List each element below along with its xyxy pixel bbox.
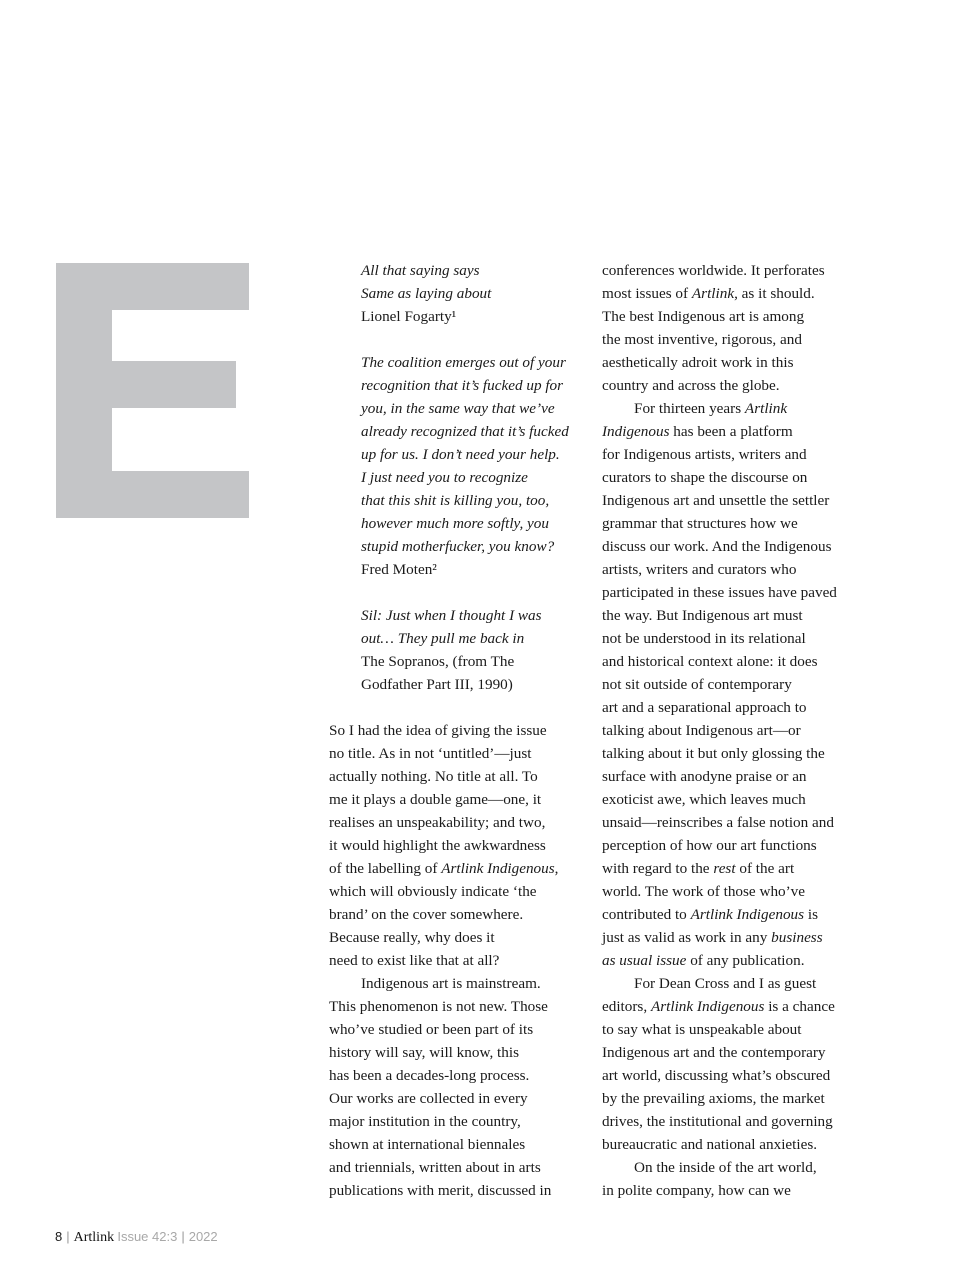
epigraph-line: you, in the same way that we’ve <box>361 400 555 417</box>
body-paragraph <box>329 972 585 1202</box>
text-line: On the inside of the art world, <box>634 1159 817 1176</box>
italic-title: rest <box>713 860 736 877</box>
epigraph-attribution: Godfather Part III, 1990) <box>361 676 513 693</box>
text-line: This phenomenon is not new. Those <box>329 998 548 1015</box>
text-line: Indigenous art and unsettle the settler <box>602 492 830 509</box>
italic-title: Artlink Indigenous <box>690 906 805 923</box>
text-line: by the prevailing axioms, the market <box>602 1090 825 1107</box>
text-line: country and across the globe. <box>602 377 780 394</box>
text-line: exoticist awe, which leaves much <box>602 791 806 808</box>
issue-number: Issue 42:3 <box>117 1229 178 1244</box>
epigraph-line: up for us. I don’t need your help. <box>361 446 560 463</box>
drop-cap-e <box>56 263 249 518</box>
text-line: most issues of Artlink, as it should. <box>602 285 815 302</box>
text-line: just as valid as work in any business <box>602 929 823 946</box>
text-line: art world, discussing what’s obscured <box>602 1067 831 1084</box>
italic-title: business <box>771 929 823 946</box>
text-line: Indigenous has been a platform <box>602 423 793 440</box>
text-line: who’ve studied or been part of its <box>329 1021 534 1038</box>
epigraph-line: Sil: Just when I thought I was <box>361 607 542 624</box>
text-line: surface with anodyne praise or an <box>602 768 807 785</box>
magazine-name: Artlink <box>73 1230 115 1245</box>
epigraph-line: that this shit is killing you, too, <box>361 492 550 509</box>
text-line: The best Indigenous art is among <box>602 308 805 325</box>
text-line: actually nothing. No title at all. To <box>329 768 538 785</box>
text-line: as usual issue of any publication. <box>602 952 805 969</box>
text-line: Our works are collected in every <box>329 1090 528 1107</box>
text-line: bureaucratic and national anxieties. <box>602 1136 818 1153</box>
epigraph-line: recognition that it’s fucked up for <box>361 377 564 394</box>
text-line: which will obviously indicate ‘the <box>329 883 537 900</box>
epigraph-fogarty <box>329 259 585 328</box>
right-column <box>602 259 852 1202</box>
text-line: conferences worldwide. It perforates <box>602 262 825 279</box>
text-line: aesthetically adroit work in this <box>602 354 794 371</box>
italic-title: Artlink <box>744 400 788 417</box>
epigraph-line: All that saying says <box>361 262 480 279</box>
text-line: not be understood in its relational <box>602 630 806 647</box>
epigraph-line: out… They pull me back in <box>361 630 525 647</box>
body-paragraph <box>329 719 585 972</box>
text-line: perception of how our art functions <box>602 837 817 854</box>
text-line: curators to shape the discourse on <box>602 469 808 486</box>
text-line: to say what is unspeakable about <box>602 1021 802 1038</box>
text-line: grammar that structures how we <box>602 515 798 532</box>
italic-title: Artlink <box>691 285 735 302</box>
body-paragraph <box>602 1156 852 1202</box>
text-line: editors, Artlink Indigenous is a chance <box>602 998 835 1015</box>
epigraph-line: Same as laying about <box>361 285 492 302</box>
text-line: talking about it but only glossing the <box>602 745 825 762</box>
text-line: brand’ on the cover somewhere. <box>329 906 524 923</box>
text-line: unsaid—reinscribes a false notion and <box>602 814 834 831</box>
text-line: Indigenous art and the contemporary <box>602 1044 826 1061</box>
text-line: of the labelling of Artlink Indigenous, <box>329 860 559 877</box>
text-line: Because really, why does it <box>329 929 495 946</box>
text-line: For thirteen years Artlink <box>634 400 788 417</box>
epigraph-line: however much more softly, you <box>361 515 549 532</box>
text-line: discuss our work. And the Indigenous <box>602 538 832 555</box>
text-line: history will say, will know, this <box>329 1044 519 1061</box>
text-line: not sit outside of contemporary <box>602 676 792 693</box>
issue-year: 2022 <box>188 1229 218 1244</box>
italic-title: as usual issue <box>602 952 687 969</box>
body-paragraph <box>602 259 852 397</box>
text-line: has been a decades-long process. <box>329 1067 530 1084</box>
text-line: major institution in the country, <box>329 1113 521 1130</box>
text-line: in polite company, how can we <box>602 1182 791 1199</box>
text-line: realises an unspeakability; and two, <box>329 814 546 831</box>
text-line: shown at international biennales <box>329 1136 526 1153</box>
epigraph-line: stupid motherfucker, you know? <box>361 538 555 555</box>
text-line: Indigenous art is mainstream. <box>361 975 541 992</box>
italic-title: Artlink Indigenous <box>650 998 765 1015</box>
body-paragraph <box>602 397 852 972</box>
text-line: no title. As in not ‘untitled’—just <box>329 745 532 762</box>
page-number: 8 <box>55 1229 63 1244</box>
text-line: So I had the idea of giving the issue <box>329 722 547 739</box>
text-line: talking about Indigenous art—or <box>602 722 801 739</box>
epigraph-line: already recognized that it’s fucked <box>361 423 569 440</box>
epigraph-line: I just need you to recognize <box>361 469 528 486</box>
text-line: and triennials, written about in arts <box>329 1159 541 1176</box>
body-paragraph <box>602 972 852 1156</box>
text-line: it would highlight the awkwardness <box>329 837 546 854</box>
text-line: and historical context alone: it does <box>602 653 818 670</box>
epigraph-attribution: Fred Moten² <box>361 561 437 578</box>
italic-title: Artlink Indigenous <box>441 860 555 877</box>
text-line: For Dean Cross and I as guest <box>634 975 817 992</box>
page-footer: 8 | Artlink Issue 42:3 | 2022 <box>55 1229 218 1245</box>
epigraph-line: The coalition emerges out of your <box>361 354 566 371</box>
text-line: publications with merit, discussed in <box>329 1182 552 1199</box>
epigraph-attribution: Lionel Fogarty¹ <box>361 308 457 325</box>
text-line: contributed to Artlink Indigenous is <box>602 906 818 923</box>
epigraph-attribution: The Sopranos, (from The <box>361 653 515 670</box>
text-line: participated in these issues have paved <box>602 584 837 601</box>
text-line: the most inventive, rigorous, and <box>602 331 802 348</box>
italic-title: Indigenous <box>602 423 670 440</box>
text-line: drives, the institutional and governing <box>602 1113 833 1130</box>
text-line: me it plays a double game—one, it <box>329 791 542 808</box>
right-body <box>602 259 852 1202</box>
text-line: art and a separational approach to <box>602 699 807 716</box>
epigraph-moten <box>329 351 585 581</box>
text-line: artists, writers and curators who <box>602 561 797 578</box>
text-line: world. The work of those who’ve <box>602 883 806 900</box>
text-line: for Indigenous artists, writers and <box>602 446 807 463</box>
epigraph-sopranos <box>329 604 585 696</box>
text-line: the way. But Indigenous art must <box>602 607 803 624</box>
text-line: with regard to the rest of the art <box>602 860 795 877</box>
left-column <box>329 259 585 1202</box>
left-body <box>329 719 585 1202</box>
text-line: need to exist like that at all? <box>329 952 500 969</box>
